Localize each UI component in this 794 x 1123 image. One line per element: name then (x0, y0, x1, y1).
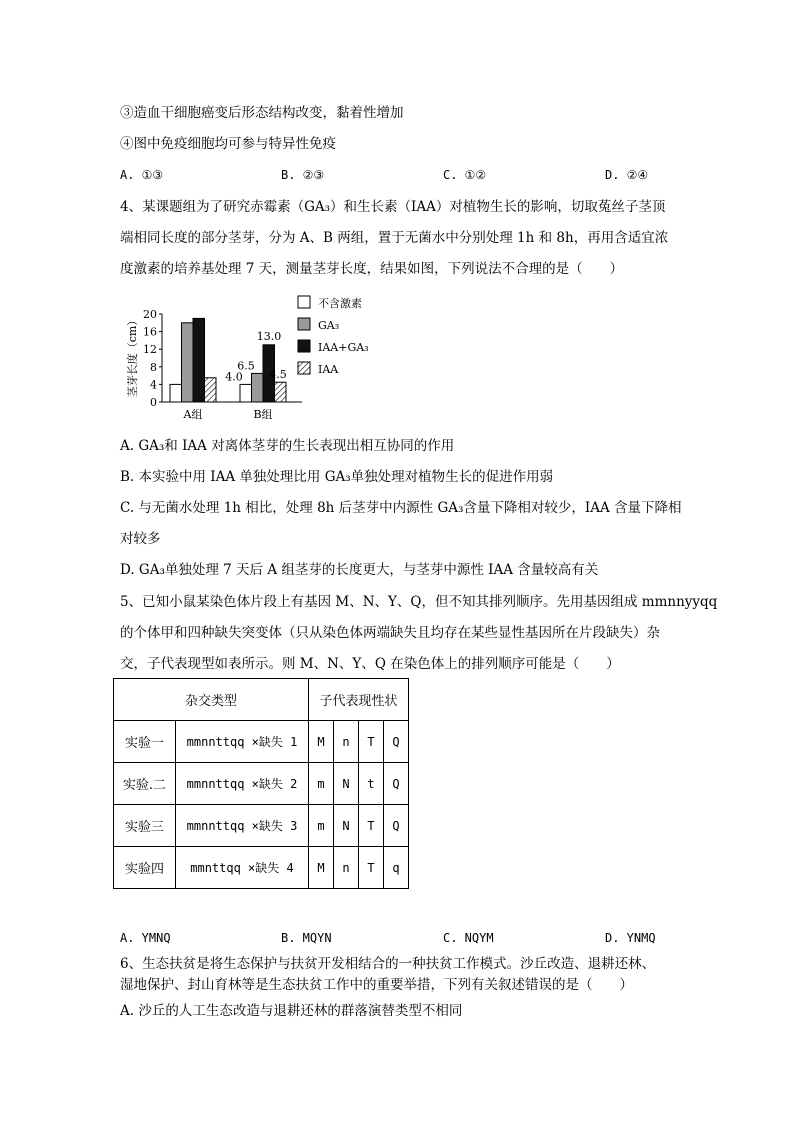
q4-stem-line-1: 4、某课题组为了研究赤霉素（GA₃）和生长素（IAA）对植物生长的影响，切取菟丝子茎顶 (120, 199, 666, 215)
trait-cell: m (309, 763, 334, 805)
q3-statement-3: ③造血干细胞癌变后形态结构改变，黏着性增加 (120, 105, 404, 121)
chart-y-axis-label: 茎芽长度（cm） (126, 314, 139, 398)
chart-legend-label: 不含激素 (318, 297, 362, 310)
trait-cell: Q (384, 763, 409, 805)
chart-legend-label: GA₃ (318, 319, 340, 332)
chart-legend-label: IAA+GA₃ (318, 341, 369, 354)
trait-cell: N (334, 763, 359, 805)
chart-data-label: 13.0 (256, 329, 282, 343)
trait-cell: N (334, 805, 359, 847)
trait-cell: T (359, 805, 384, 847)
chart-bar (170, 384, 182, 402)
q4-stem-line-3: 度激素的培养基处理 7 天，测量茎芽长度，结果如图，下列说法不合理的是（ ） (120, 261, 624, 277)
chart-legend-swatch (298, 362, 310, 374)
q4-option-d: D. GA₃单独处理 7 天后 A 组茎芽的长度更大，与茎芽中源性 IAA 含量较高有关 (120, 562, 599, 578)
chart-y-tick-label: 12 (143, 343, 157, 357)
q3-option-d: D. ②④ (605, 168, 649, 182)
q4-option-b: B. 本实验中用 IAA 单独处理比用 GA₃单独处理对植物生长的促进作用弱 (120, 469, 554, 485)
q3-option-a: A. ①③ (120, 168, 164, 182)
q3-option-c: C. ①② (443, 168, 487, 182)
cross-genotype: mmnnttqq ×缺失 1 (176, 721, 309, 763)
cross-genotype: mmnnttqq ×缺失 2 (176, 763, 309, 805)
trait-cell: M (309, 847, 334, 889)
trait-cell: t (359, 763, 384, 805)
q5-option-d: D. YNMQ (605, 931, 656, 945)
trait-cell: T (359, 847, 384, 889)
q6-option-a: A. 沙丘的人工生态改造与退耕还林的群落演替类型不相同 (120, 1003, 463, 1019)
chart-legend-swatch (298, 318, 310, 330)
chart-y-tick-label: 0 (150, 396, 157, 409)
table-row (114, 847, 409, 889)
experiment-name: 实验四 (114, 847, 176, 889)
experiment-name: 实验三 (114, 805, 176, 847)
chart-bar (182, 323, 194, 402)
chart-category-label: B组 (253, 408, 273, 421)
trait-cell: n (334, 847, 359, 889)
experiment-name: 实验.二 (114, 763, 176, 805)
trait-cell: M (309, 721, 334, 763)
experiment-name: 实验一 (114, 721, 176, 763)
trait-cell: Q (384, 805, 409, 847)
chart-bar (205, 378, 217, 402)
chart-category-label: A组 (183, 408, 203, 421)
trait-cell: n (334, 721, 359, 763)
q5-option-a: A. YMNQ (120, 931, 171, 945)
q6-stem-line-2: 湿地保护、封山育林等是生态扶贫工作中的重要举措，下列有关叙述错误的是（ ） (120, 977, 633, 993)
chart-y-tick-label: 20 (143, 308, 157, 321)
q4-option-a: A. GA₃和 IAA 对离体茎芽的生长表现出相互协同的作用 (120, 438, 455, 454)
chart-y-tick-label: 4 (150, 378, 157, 392)
trait-cell: m (309, 805, 334, 847)
q5-stem-line-3: 交，子代表现型如表所示。则 M、N、Y、Q 在染色体上的排列顺序可能是（ ） (120, 656, 620, 672)
trait-cell: Q (384, 721, 409, 763)
chart-bar (275, 382, 287, 402)
q4-option-c-line-2: 对较多 (120, 531, 161, 547)
chart-legend-label: IAA (318, 363, 339, 376)
header-offspring-traits: 子代表现性状 (309, 679, 409, 721)
chart-bar (240, 384, 252, 402)
chart-legend-swatch (298, 340, 310, 352)
cross-results-table (113, 678, 409, 889)
q5-stem-line-2: 的个体甲和四种缺失突变体（只从染色体两端缺失且均存在某些显性基因所在片段缺失）杂 (120, 625, 660, 641)
chart-data-label: 6.5 (237, 359, 255, 373)
stem-length-bar-chart (122, 294, 392, 424)
table-row (114, 763, 409, 805)
q5-option-b: B. MQYN (281, 931, 332, 945)
table-row (114, 805, 409, 847)
cross-genotype: mmnttqq ×缺失 4 (176, 847, 309, 889)
chart-data-label: 4.0 (225, 370, 243, 384)
chart-y-tick-label: 8 (150, 360, 157, 374)
q6-stem-line-1: 6、生态扶贫是将生态保护与扶贫开发相结合的一种扶贫工作模式。沙丘改造、退耕还林、 (120, 956, 656, 972)
table-header-row (114, 679, 409, 721)
table-row (114, 721, 409, 763)
cross-genotype: mmnnttqq ×缺失 3 (176, 805, 309, 847)
chart-bar (252, 373, 264, 402)
trait-cell: T (359, 721, 384, 763)
chart-bar (193, 318, 205, 402)
header-cross-type: 杂交类型 (114, 679, 309, 721)
q4-stem-line-2: 端相同长度的部分茎芽，分为 A、B 两组，置于无菌水中分别处理 1h 和 8h，再用含适宜浓 (120, 230, 669, 246)
trait-cell: q (384, 847, 409, 889)
chart-y-tick-label: 16 (143, 325, 157, 339)
q5-stem-line-1: 5、已知小鼠某染色体片段上有基因 M、N、Y、Q，但不知其排列顺序。先用基因组成 mmnnyyqq (120, 594, 718, 610)
chart-data-label: 4.5 (269, 368, 287, 382)
q3-option-b: B. ②③ (281, 168, 325, 182)
q4-option-c-line-1: C. 与无菌水处理 1h 相比，处理 8h 后茎芽中内源性 GA₃含量下降相对较少，IAA 含量下降相 (120, 500, 682, 516)
chart-legend-swatch (298, 296, 310, 308)
q3-statement-4: ④图中免疫细胞均可参与特异性免疫 (120, 136, 336, 152)
q5-option-c: C. NQYM (443, 931, 494, 945)
